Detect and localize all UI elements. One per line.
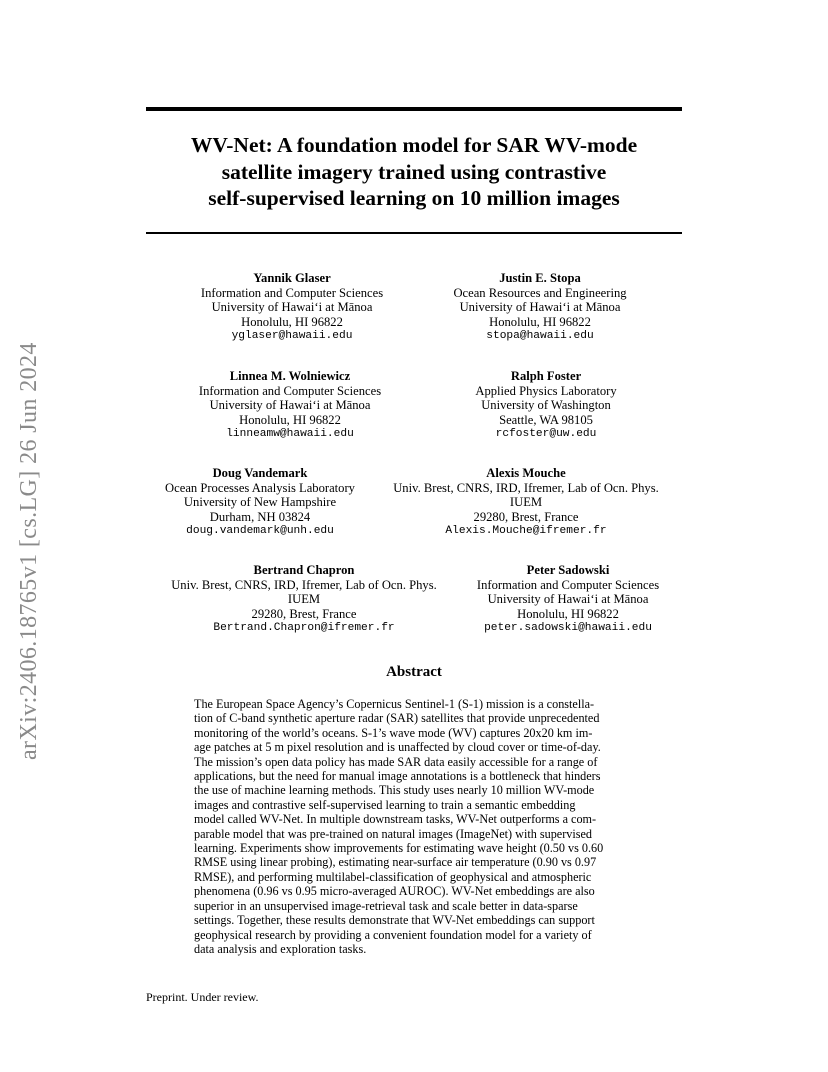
author-block: [380, 271, 700, 344]
author-affiliation: University of Hawaiʻi at Mānoa: [211, 300, 373, 315]
author-affiliation: Information and Computer Sciences: [200, 285, 384, 300]
author-address: Seattle, WA 98105: [499, 412, 593, 427]
author-name: Linnea M. Wolniewicz: [229, 369, 351, 383]
author-name: Yannik Glaser: [253, 271, 331, 285]
abstract-line: learning. Experiments show improvements for estimating wave height (0.50 vs 0.60: [194, 841, 604, 856]
preprint-footer: Preprint. Under review.: [146, 990, 259, 1004]
abstract-line: superior in an unsupervised image-retrieval task and scale better in data-sparse: [194, 898, 578, 913]
author-address: 29280, Brest, France: [251, 606, 357, 621]
abstract-body: [194, 697, 634, 956]
arxiv-identifier: arXiv:2406.18765v1 [cs.LG] 26 Jun 2024: [16, 342, 42, 760]
abstract-line: RMSE), and performing multilabel-classification of geophysical and atmospheric: [194, 869, 592, 884]
abstract-line: data analysis and exploration tasks.: [194, 941, 367, 956]
author-affiliation: University of Hawaiʻi at Mānoa: [209, 398, 371, 413]
author-name: Doug Vandemark: [212, 466, 308, 480]
abstract-line: The mission’s open data policy has made SAR data easily accessible for a range of: [194, 754, 598, 769]
author-affiliation: Univ. Brest, CNRS, IRD, Ifremer, Lab of Ocn. Phys.: [393, 480, 659, 495]
abstract-line: the use of machine learning methods. This study uses nearly 10 million WV-mode: [194, 783, 595, 798]
abstract-line: parable model that was pre-trained on natural images (ImageNet) with supervised: [194, 826, 592, 841]
author-address: Honolulu, HI 96822: [239, 412, 341, 427]
abstract-line: images and contrastive self-supervised learning to train a semantic embedding: [194, 797, 576, 812]
author-name: Justin E. Stopa: [499, 271, 581, 285]
abstract-line: RMSE using linear probing), estimating near-surface air temperature (0.90 vs 0.97: [194, 855, 597, 870]
abstract-line: monitoring of the world’s oceans. S-1’s wave mode (WV) captures 20x20 km im-: [194, 725, 593, 740]
author-name: Bertrand Chapron: [253, 563, 355, 577]
author-address: Honolulu, HI 96822: [489, 314, 591, 329]
author-affiliation: Information and Computer Sciences: [198, 383, 382, 398]
abstract-line: geophysical research by providing a convenient foundation model for a variety of: [194, 927, 592, 942]
abstract-line: The European Space Agency’s Copernicus Sentinel-1 (S-1) mission is a constella-: [194, 697, 595, 711]
author-name: Ralph Foster: [510, 369, 582, 383]
author-affiliation: Information and Computer Sciences: [476, 577, 660, 592]
author-affiliation: IUEM: [509, 495, 543, 510]
author-affiliation: IUEM: [287, 592, 321, 607]
author-affiliation: University of Washington: [481, 398, 611, 413]
author-name: Peter Sadowski: [526, 563, 610, 577]
abstract-line: model called WV-Net. In multiple downstream tasks, WV-Net outperforms a com-: [194, 812, 597, 827]
paper-title: [146, 132, 682, 212]
title-top-rule: [146, 107, 682, 111]
author-affiliation: University of Hawaiʻi at Mānoa: [487, 592, 649, 607]
author-affiliation: University of New Hampshire: [183, 495, 337, 510]
author-block: [408, 563, 728, 636]
abstract-line: phenomena (0.96 vs 0.95 micro-averaged AUROC). WV-Net embeddings are also: [194, 884, 595, 899]
author-email: doug.vandemark@unh.edu: [186, 525, 334, 538]
title-line: WV-Net: A foundation model for SAR WV-mode: [190, 133, 638, 157]
author-email: linneamw@hawaii.edu: [226, 428, 354, 441]
author-affiliation: University of Hawaiʻi at Mānoa: [459, 300, 621, 315]
author-address: 29280, Brest, France: [473, 509, 579, 524]
author-email: yglaser@hawaii.edu: [231, 330, 353, 343]
author-address: Honolulu, HI 96822: [241, 314, 343, 329]
author-email: stopa@hawaii.edu: [486, 330, 594, 343]
author-email: peter.sadowski@hawaii.edu: [484, 622, 652, 635]
author-affiliation: Ocean Processes Analysis Laboratory: [165, 480, 355, 495]
title-line: satellite imagery trained using contrastive: [221, 159, 607, 184]
author-block: [366, 466, 686, 539]
author-block: [386, 369, 706, 442]
abstract-heading: Abstract: [386, 664, 442, 680]
author-email: Alexis.Mouche@ifremer.fr: [445, 525, 607, 538]
title-bottom-rule: [146, 232, 682, 234]
author-address: Durham, NH 03824: [209, 509, 311, 524]
author-affiliation: Applied Physics Laboratory: [475, 383, 617, 398]
author-address: Honolulu, HI 96822: [517, 606, 619, 621]
abstract-line: settings. Together, these results demonstrate that WV-Net embeddings can support: [194, 913, 595, 928]
abstract-line: tion of C-band synthetic aperture radar (SAR) satellites that provide unprecedented: [194, 711, 600, 726]
author-email: rcfoster@uw.edu: [495, 428, 597, 441]
author-name: Alexis Mouche: [486, 466, 566, 480]
author-affiliation: Ocean Resources and Engineering: [453, 285, 627, 300]
abstract-line: applications, but the need for manual image annotations is a bottleneck that hinders: [194, 769, 601, 784]
author-affiliation: Univ. Brest, CNRS, IRD, Ifremer, Lab of Ocn. Phys.: [171, 577, 437, 592]
abstract-line: age patches at 5 m pixel resolution and is unaffected by cloud cover or time-of-day.: [194, 740, 601, 755]
author-email: Bertrand.Chapron@ifremer.fr: [213, 622, 395, 635]
title-line: self-supervised learning on 10 million images: [208, 186, 620, 210]
